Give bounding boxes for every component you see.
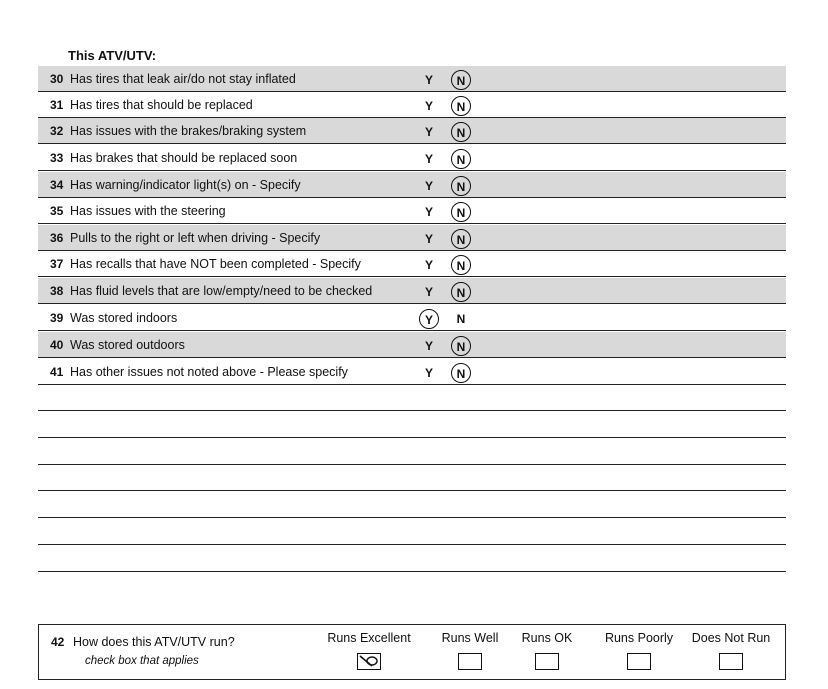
no-option[interactable]: N	[451, 176, 471, 196]
question-text: Was stored indoors	[70, 311, 178, 325]
no-option[interactable]: N	[451, 202, 471, 222]
run-condition-section	[38, 624, 786, 680]
no-option[interactable]: N	[456, 312, 466, 326]
question-text: Has recalls that have NOT been completed - Specify	[70, 257, 361, 271]
option-runs-ok	[517, 631, 577, 670]
question-number: 38	[50, 284, 64, 298]
question-row	[38, 278, 786, 304]
yes-option[interactable]: Y	[424, 152, 433, 166]
no-option[interactable]: N	[451, 336, 471, 356]
no-option[interactable]: N	[451, 229, 471, 249]
question-text: Has warning/indicator light(s) on - Specify	[70, 178, 301, 192]
question-text: Has fluid levels that are low/empty/need to be checked	[70, 284, 373, 298]
question-row	[38, 305, 786, 331]
question-text: Has tires that leak air/do not stay inflated	[70, 72, 296, 86]
option-label: Runs Well	[441, 631, 499, 645]
yes-option[interactable]: Y	[424, 258, 433, 272]
yes-option[interactable]: Y	[424, 285, 433, 299]
write-in-line[interactable]	[38, 410, 786, 411]
check-mark-icon	[358, 654, 380, 669]
question-row	[38, 225, 786, 251]
question-row	[38, 66, 786, 92]
question-number: 32	[50, 124, 64, 138]
yes-option[interactable]: Y	[424, 99, 433, 113]
option-label: Does Not Run	[691, 631, 771, 645]
write-in-line[interactable]	[38, 464, 786, 465]
option-label: Runs OK	[521, 631, 573, 645]
question-text: Has other issues not noted above - Please specify	[70, 365, 348, 379]
yes-option[interactable]: Y	[424, 73, 433, 87]
question-row	[38, 145, 786, 171]
write-in-line[interactable]	[38, 544, 786, 545]
option-label: Runs Poorly	[604, 631, 674, 645]
checkbox[interactable]	[719, 653, 743, 670]
yes-option[interactable]: Y	[424, 179, 433, 193]
question-number: 39	[50, 311, 64, 325]
option-label: Runs Excellent	[327, 631, 411, 645]
question-text: How does this ATV/UTV run?	[73, 635, 235, 649]
yes-option[interactable]: Y	[419, 309, 439, 329]
option-runs-well	[435, 631, 505, 670]
no-option[interactable]: N	[451, 363, 471, 383]
question-text: Pulls to the right or left when driving - Specify	[70, 231, 321, 245]
question-row	[38, 332, 786, 358]
checkbox[interactable]	[627, 653, 651, 670]
no-option[interactable]: N	[451, 96, 471, 116]
option-runs-poorly	[597, 631, 681, 670]
question-row	[38, 251, 786, 277]
question-row	[38, 172, 786, 198]
question-row	[38, 359, 786, 385]
question-number: 40	[50, 338, 64, 352]
yes-option[interactable]: Y	[424, 125, 433, 139]
yes-option[interactable]: Y	[424, 232, 433, 246]
checkbox[interactable]	[458, 653, 482, 670]
instruction-text: check box that applies	[85, 655, 199, 667]
question-number: 33	[50, 151, 64, 165]
question-row	[38, 198, 786, 224]
no-option[interactable]: N	[451, 282, 471, 302]
yes-option[interactable]: Y	[424, 205, 433, 219]
no-option[interactable]: N	[451, 122, 471, 142]
question-text: Has brakes that should be replaced soon	[70, 151, 298, 165]
no-option[interactable]: N	[451, 255, 471, 275]
checkbox[interactable]	[535, 653, 559, 670]
write-in-line[interactable]	[38, 437, 786, 438]
section-title: This ATV/UTV:	[68, 48, 157, 63]
question-text: Was stored outdoors	[70, 338, 185, 352]
question-number: 31	[50, 98, 64, 112]
question-row	[38, 92, 786, 118]
question-row	[38, 118, 786, 144]
question-text: Has issues with the steering	[70, 204, 226, 218]
checkbox[interactable]	[357, 653, 381, 670]
question-number: 30	[50, 72, 64, 86]
yes-option[interactable]: Y	[424, 366, 433, 380]
option-does-not-run	[687, 631, 775, 670]
write-in-line[interactable]	[38, 571, 786, 572]
yes-option[interactable]: Y	[424, 339, 433, 353]
option-runs-excellent	[321, 631, 417, 670]
no-option[interactable]: N	[451, 70, 471, 90]
question-text: Has issues with the brakes/braking system	[70, 124, 307, 138]
question-number: 42	[51, 635, 65, 649]
question-text: Has tires that should be replaced	[70, 98, 253, 112]
question-number: 41	[50, 365, 64, 379]
question-number: 37	[50, 257, 64, 271]
question-number: 36	[50, 231, 64, 245]
question-number: 34	[50, 178, 64, 192]
question-number: 35	[50, 204, 64, 218]
write-in-line[interactable]	[38, 517, 786, 518]
write-in-line[interactable]	[38, 490, 786, 491]
no-option[interactable]: N	[451, 149, 471, 169]
